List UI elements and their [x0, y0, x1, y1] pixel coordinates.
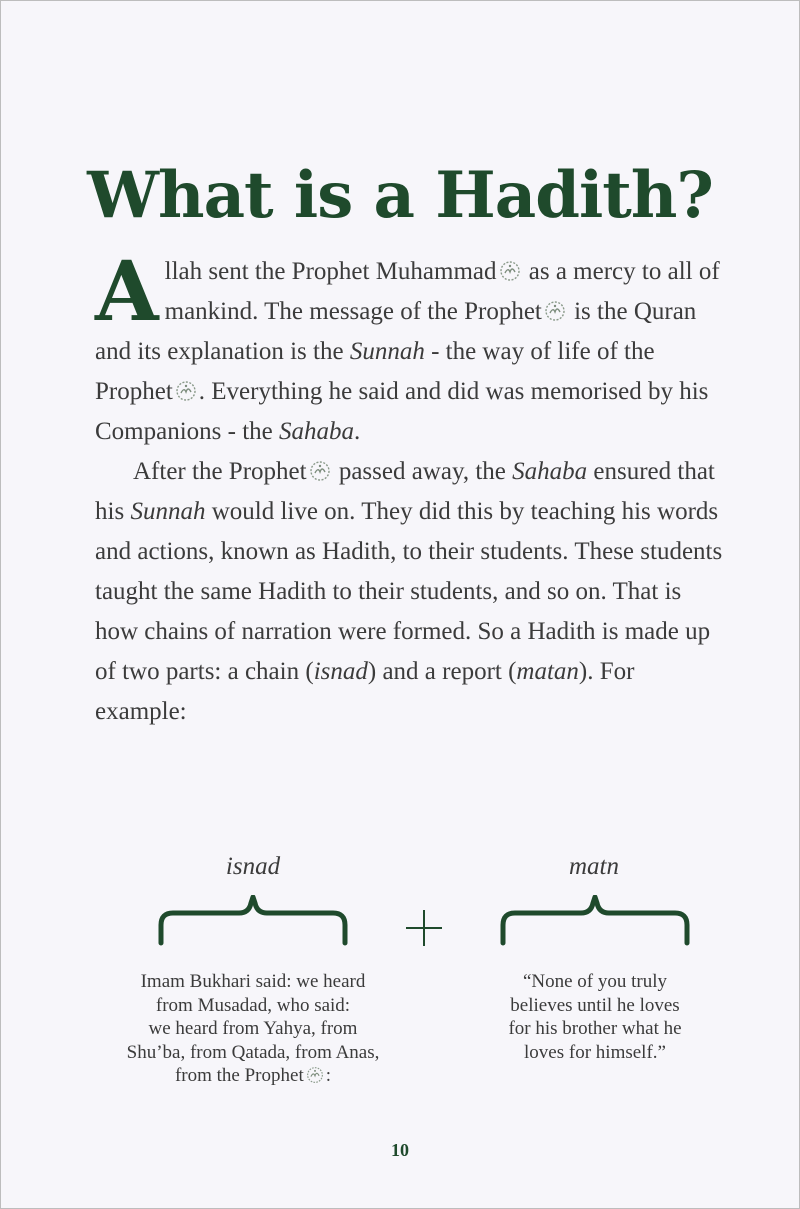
paragraph-2 — [95, 452, 725, 732]
salutation-icon — [306, 1066, 324, 1084]
text-run: passed away, the — [332, 458, 513, 485]
salutation-icon — [175, 380, 197, 402]
caption-line: we heard from Yahya, from — [148, 1018, 358, 1039]
matn-brace-icon — [497, 895, 693, 947]
caption-line: “None of you truly — [522, 971, 668, 992]
term-sunnah: Sunnah — [130, 498, 206, 525]
plus-icon — [404, 908, 444, 948]
text-run: - the way of life of the Prophet — [95, 338, 655, 405]
matn-caption — [470, 970, 720, 1064]
caption-text: from the Prophet — [174, 1065, 304, 1086]
term-isnad: isnad — [313, 658, 368, 685]
text-run: . — [354, 418, 361, 445]
text-run: After the Prophet — [133, 458, 307, 485]
salutation-icon — [499, 260, 521, 282]
text-run: would live on. They did this by teaching his words and actions, known as Hadith, to their students. These students taught the same Hadith to their students, and so on. That is how chains of narration were formed. So a Hadith is made up of two parts: a chain ( — [95, 498, 723, 685]
term-sahaba: Sahaba — [512, 458, 588, 485]
text-run: llah sent the Prophet Muhammad — [164, 258, 497, 285]
text-run: as a mercy to all of mankind. The message of the Prophet — [164, 258, 720, 325]
caption-text: : — [325, 1065, 332, 1086]
text-run: ensured that his — [95, 458, 715, 525]
text-run: . Everything he said and did was memorised by his Companions - the — [95, 378, 709, 445]
isnad-caption — [98, 970, 408, 1088]
caption-line: for his brother what he — [508, 1018, 682, 1039]
drop-cap: A — [95, 244, 159, 340]
term-matan: matan — [516, 658, 579, 685]
caption-line: loves for himself.” — [524, 1041, 666, 1063]
caption-line: believes until he loves — [510, 994, 680, 1016]
text-run: ). For example: — [95, 658, 635, 725]
salutation-icon — [309, 460, 331, 482]
caption-line — [98, 1064, 408, 1088]
term-sahaba: Sahaba — [279, 418, 355, 445]
caption-line: Shu’ba, from Qatada, from Anas, — [126, 1041, 380, 1063]
page-title: What is a Hadith? — [87, 157, 713, 233]
paragraph-1 — [95, 244, 725, 452]
matn-label: matn — [569, 853, 619, 880]
isnad-label: isnad — [225, 853, 281, 880]
salutation-icon — [544, 300, 566, 322]
caption-line: Imam Bukhari said: we heard — [140, 971, 366, 992]
caption-line: from Musadad, who said: — [155, 994, 351, 1016]
body-text — [95, 244, 725, 732]
text-run: is the Quran and its explanation is the — [95, 298, 697, 365]
isnad-brace-icon — [155, 895, 351, 947]
page-number: 10 — [391, 1140, 409, 1160]
text-run: ) and a report ( — [367, 658, 517, 685]
term-sunnah: Sunnah — [349, 338, 425, 365]
